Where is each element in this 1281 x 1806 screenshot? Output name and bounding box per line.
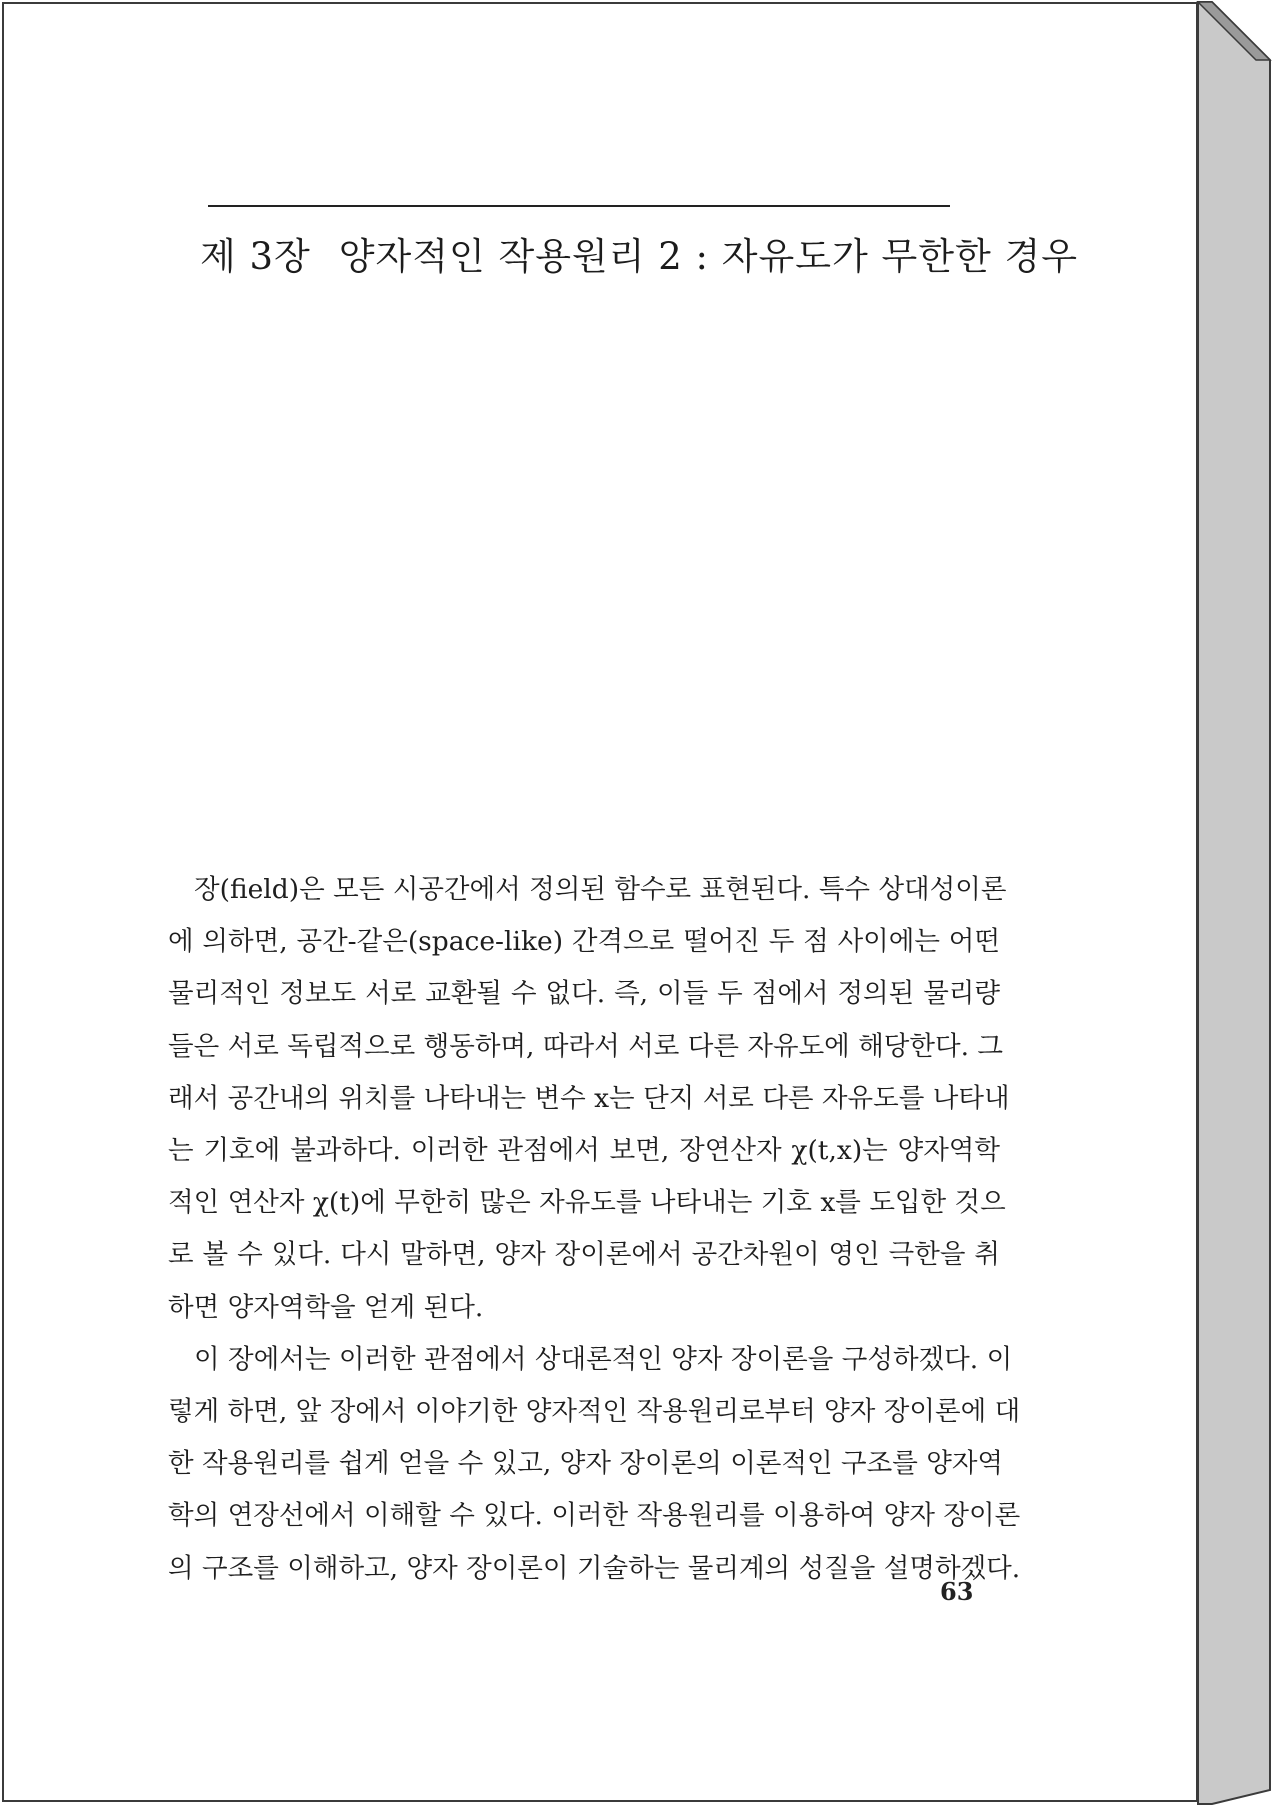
text-line: 의 구조를 이해하고, 양자 장이론이 기술하는 물리계의 성질을 설명하겠다.	[168, 1552, 1021, 1584]
text-line: 는 기호에 불과하다. 이러한 관점에서 보면, 장연산자 χ(t,x)는 양자역학	[168, 1135, 1000, 1167]
text-line: 들은 서로 독립적으로 행동하며, 따라서 서로 다른 자유도에 해당한다. 그	[168, 1030, 1004, 1062]
text-line: 물리적인 정보도 서로 교환될 수 없다. 즉, 이들 두 점에서 정의된 물리량	[168, 978, 1000, 1010]
text-line: 로 볼 수 있다. 다시 말하면, 양자 장이론에서 공간차원이 영인 극한을 취	[168, 1239, 1000, 1271]
text-line: 이 장에서는 이러한 관점에서 상대론적인 양자 장이론을 구성하겠다. 이	[194, 1343, 1013, 1375]
text-line: 에 의하면, 공간-같은(space-like) 간격으로 떨어진 두 점 사이에는 어떤	[168, 926, 1000, 958]
chapter-title-text: 양자적인 작용원리 2 : 자유도가 무한한 경우	[338, 235, 1078, 278]
text-line: 래서 공간내의 위치를 나타내는 변수 x는 단지 서로 다른 자유도를 나타내	[168, 1082, 1010, 1114]
chapter-rule	[208, 205, 950, 207]
chapter-label: 제 3장	[200, 235, 311, 278]
body-text	[168, 864, 1021, 1595]
text-line: 하면 양자역학을 얻게 된다.	[168, 1291, 484, 1323]
text-line: 학의 연장선에서 이해할 수 있다. 이러한 작용원리를 이용하여 양자 장이론	[168, 1500, 1021, 1532]
text-line: 장(field)은 모든 시공간에서 정의된 함수로 표현된다. 특수 상대성이론	[194, 874, 1007, 905]
paragraph-2	[168, 1334, 1021, 1595]
page-number: 63	[940, 1577, 974, 1606]
chapter-heading	[200, 226, 1078, 280]
text-line: 적인 연산자 χ(t)에 무한히 많은 자유도를 나타내는 기호 x를 도입한 것으	[168, 1187, 1006, 1219]
paragraph-1	[168, 864, 1010, 1334]
text-line: 한 작용원리를 쉽게 얻을 수 있고, 양자 장이론의 이론적인 구조를 양자역	[168, 1448, 1004, 1480]
text-line: 렇게 하면, 앞 장에서 이야기한 양자적인 작용원리로부터 양자 장이론에 대	[168, 1396, 1021, 1428]
